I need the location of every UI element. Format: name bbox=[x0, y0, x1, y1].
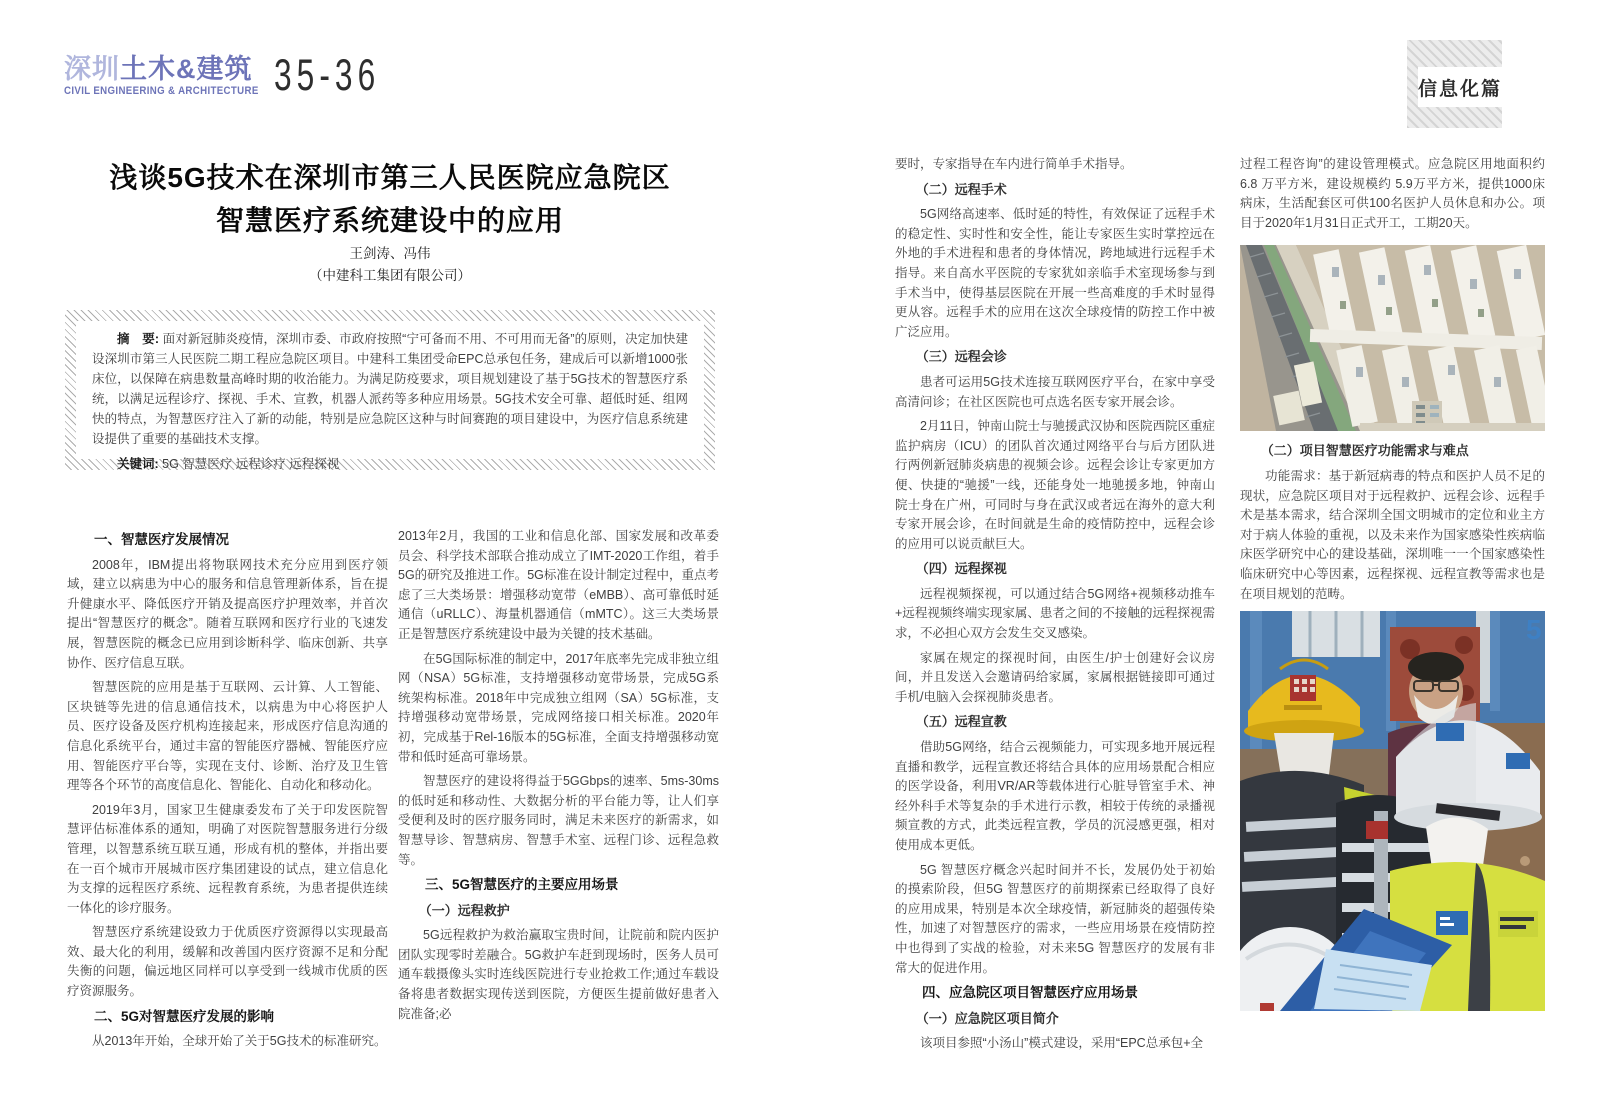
subsection-heading: （一）远程救护 bbox=[418, 902, 510, 918]
column-4 bbox=[1240, 155, 1545, 1011]
article-title-line2: 智慧医疗系统建设中的应用 bbox=[215, 205, 564, 236]
keywords-line bbox=[92, 454, 688, 474]
journal-logo-subtitle: CIVIL ENGINEERING & ARCHITECTURE bbox=[64, 85, 259, 97]
section-heading: 四、应急院区项目智慧医疗应用场景 bbox=[922, 985, 1138, 1001]
body-paragraph: 功能需求：基于新冠病毒的特点和医护人员不足的现状，应急院区项目对于远程救护、远程会诊、远程手术是基本需求，结合深圳全国文明城市的定位和业主方对于病人体验的重视，以及未来作为国家感染性疾病临床医学研究中心的建设基础，深圳唯一一个国家感染性临床研究中心等因素，远程探视、远程宣教等需求也是在项目规划的范畴。 bbox=[1240, 468, 1545, 601]
column-3 bbox=[895, 155, 1215, 1059]
subsection-heading: （一）应急院区项目简介 bbox=[915, 1010, 1059, 1026]
body-paragraph: 远程视频探视，可以通过结合5G网络+视频移动推车+远程视频终端实现家属、患者之间的不接触的远程探视需求，不必担心双方会发生交叉感染。 bbox=[895, 586, 1215, 641]
body-paragraph: 2013年2月，我国的工业和信息化部、国家发展和改革委员会、科学技术部联合推动成立了IMT-2020工作组，着手5G的研究及推进工作。5G标准在设计制定过程中，重点考虑了三大类场景：增强移动宽带（eMBB）、高可靠低时延通信（uRLLC）、海量机器通信（mMTC）。这三大类场景正是智慧医疗系统建设中最为关键的技术基础。 bbox=[398, 529, 719, 641]
keywords-label: 关键词: bbox=[117, 457, 159, 471]
body-paragraph: 从2013年开始，全球开始了关于5G技术的标准研究。 bbox=[92, 1034, 387, 1049]
body-paragraph: 过程工程咨询”的建设管理模式。应急院区用地面积约 6.8 万平方米，建设规模约 5.9万平方米，提供1000床病床，生活配套区可供100名医护人员休息和办公。项目于2020年1月31日正式开工，工期20天。 bbox=[1240, 157, 1545, 230]
abstract-paragraph bbox=[92, 329, 688, 449]
subsection-heading: （五）远程宣教 bbox=[915, 714, 1007, 730]
subsection-heading: （四）远程探视 bbox=[915, 561, 1007, 577]
body-paragraph: 借助5G网络，结合云视频能力，可实现多地开展远程直播和教学，远程宣教还将结合具体的应用场景配合相应的医学设备，利用VR/AR等载体进行心脏导管室手术、神经外科手术等复杂的手术进行示教，相较于传统的录播视频宣教的方式，此类远程宣教，学员的沉浸感更强，相对使用成本更低。 bbox=[895, 740, 1215, 852]
body-paragraph: 5G 智慧医疗概念兴起时间并不长，发展仍处于初始的摸索阶段，但5G 智慧医疗的前期探索已经取得了良好的应用成果，特别是本次全球疫情，新冠肺炎的超强传染性，加速了对智慧医疗的需求，一些应用场景在疫情防控中也得到了实战的检验，对未来5G 智慧医疗的发展有非常大的促进作用。 bbox=[895, 862, 1215, 975]
article-title bbox=[65, 156, 715, 242]
aerial-photo-hospital-campus bbox=[1240, 245, 1545, 431]
page-numbers: 35-36 bbox=[274, 50, 381, 100]
body-paragraph: 患者可运用5G技术连接互联网医疗平台，在家中享受高清问诊；在社区医院也可点选名医专家开展会诊。 bbox=[895, 374, 1215, 409]
article-title-line1: 浅谈5G技术在深圳市第三人民医院应急院区 bbox=[109, 162, 671, 193]
section-heading: 一、智慧医疗发展情况 bbox=[94, 532, 229, 547]
subsection-heading: （二）项目智慧医疗功能需求与难点 bbox=[1260, 443, 1469, 459]
column-1 bbox=[67, 527, 388, 1057]
body-paragraph: 家属在规定的探视时间，由医生/护士创建好会议房间，并且发送入会邀请码给家属，家属根据链接即可通过手机/电脑入会探视肺炎患者。 bbox=[895, 650, 1215, 704]
abstract-box bbox=[65, 310, 715, 470]
journal-logo-cn-light: 深圳 bbox=[64, 54, 120, 84]
section-badge-label: 信息化篇 bbox=[1418, 67, 1502, 107]
body-paragraph: 智慧医院的应用是基于互联网、云计算、人工智能、区块链等先进的信息通信技术，以病患为中心将医护人员、医疗设备及医疗机构连接起来，形成医疗信息沟通的信息化系统平台，通过丰富的智能医疗器械、智能医疗应用、智能医疗平台等，实现在支付、诊断、治疗及卫生管理等各个环节的高度信息化、智能化、自动化和移动化。 bbox=[67, 680, 388, 793]
column-2 bbox=[398, 527, 719, 1029]
article-affiliation: （中建科工集团有限公司） bbox=[309, 268, 471, 283]
article-authors: 王剑涛、冯伟 bbox=[349, 246, 431, 261]
abstract-label: 摘 要: bbox=[117, 332, 159, 346]
body-paragraph: 在5G国际标准的制定中，2017年底率先完成非独立组网（NSA）5G标准，支持增强移动宽带场景，完成5G系统架构标准。2018年中完成独立组网（SA）5G标准，支持增强移动宽带场景，完成网络接口相关标准。2020年初，完成基于Rel-16版本的5G标准，全面支持增强移动宽带和低时延高可靠场景。 bbox=[398, 651, 719, 764]
body-paragraph: 2008年，IBM提出将物联网技术充分应用到医疗领域，建立以病患为中心的服务和信息管理新体系，旨在提升健康水平、降低医疗开销及提高医疗护理效率，并首次提出“智慧医疗的概念”。随着互联网和医疗行业的飞速发展，智慧医院的概念已应用到诊断科学、临床创新、共享协作、医疗信息互联。 bbox=[67, 557, 388, 670]
abstract-text: 面对新冠肺炎疫情，深圳市委、市政府按照“宁可备而不用、不可用而无备”的原则，决定加快建设深圳市第三人民医院二期工程应急院区项目。中建科工集团受命EPC总承包任务，建成后可以新增1000张床位，以保障在病患数量高峰时期的收治能力。为满足防疫要求，项目规划建设了基于5G技术的智慧医疗系统，以满足远程诊疗、探视、手术、宣教，机器人派药等多种应用场景。5G技术安全可靠、超低时延、组网快的特点，为智慧医疗注入了新的动能，特别是应急院区这种与时间赛跑的项目建设中，为医疗信息系统建设提供了重要的基础技术支撑。 bbox=[92, 332, 689, 446]
section-heading: 二、5G对智慧医疗发展的影响 bbox=[94, 1008, 275, 1024]
body-paragraph: 5G远程救护为救治赢取宝贵时间，让院前和院内医护团队实现零时差融合。5G救护车赶到现场时，医务人员可通车载摄像头实时连线医院进行专业抢救工作;通过车载设备将患者数据实现传送到医院，方便医生提前做好患者入院准备;必 bbox=[398, 928, 719, 1021]
body-paragraph: 该项目参照“小汤山”模式建设，采用“EPC总承包+全 bbox=[920, 1036, 1203, 1051]
journal-logo-cn-bold: 土木&建筑 bbox=[120, 54, 253, 84]
section-heading: 三、5G智慧医疗的主要应用场景 bbox=[425, 877, 619, 893]
abstract-inner bbox=[76, 321, 704, 471]
section-badge bbox=[1407, 40, 1502, 128]
body-paragraph: 2月11日，钟南山院士与驰援武汉协和医院西院区重症监护病房（ICU）的团队首次通过网络平台与后方团队进行两例新冠肺炎病患的视频会诊。远程会诊让专家更加方便、快捷的“驰援”一线，还能身处一地驰援多地，钟南山院士身在广州，可同时与身在武汉或者远在海外的意大利专家开展会诊，在时间就是生命的疫情防控中，远程会诊的应用可以说贡献巨大。 bbox=[895, 419, 1215, 551]
journal-logo bbox=[64, 55, 285, 97]
keywords-text: 5G 智慧医疗 远程诊疗 远程探视 bbox=[162, 457, 340, 471]
svg-text:5: 5 bbox=[1526, 614, 1542, 646]
construction-workers-photo bbox=[1240, 611, 1545, 1011]
body-paragraph: 智慧医疗系统建设致力于优质医疗资源得以实现最高效、最大化的利用，缓解和改善国内医疗资源不足和分配失衡的问题，偏远地区同样可以享受到一线城市优质的医疗资源服务。 bbox=[67, 925, 388, 999]
body-paragraph: 5G网络高速率、低时延的特性，有效保证了远程手术的稳定性、实时性和安全性，能让专家医生实时掌控远在外地的手术进程和患者的身体情况，跨地域进行远程手术指导。来自高水平医院的专家犹如亲临手术室现场参与到手术当中，使得基层医院在开展一些高难度的手术时显得更从容。远程手术的应用在这次全球疫情的防控工作中被广泛应用。 bbox=[895, 207, 1215, 339]
body-paragraph: 智慧医疗的建设将得益于5GGbps的速率、5ms-30ms的低时延和移动性、大数据分析的平台能力等，让人们享受便利及时的医疗服务同时，满足未来医疗的新需求，如智慧导诊、智慧病房、智慧手术室、远程门诊、远程急救等。 bbox=[398, 774, 719, 867]
body-paragraph: 2019年3月，国家卫生健康委发布了关于印发医院智慧评估标准体系的通知，明确了对医院智慧服务进行分级管理，以智慧系统互联互通，形成有机的整体，并指出要在一百个城市开展城市医疗集团建设的试点，建立信息化为支撑的远程医疗系统、远程教育系统，为患者提供连续一体化的诊疗服务。 bbox=[67, 802, 388, 915]
subsection-heading: （三）远程会诊 bbox=[915, 349, 1007, 365]
subsection-heading: （二）远程手术 bbox=[915, 181, 1007, 197]
body-paragraph: 要时，专家指导在车内进行简单手术指导。 bbox=[895, 157, 1133, 171]
